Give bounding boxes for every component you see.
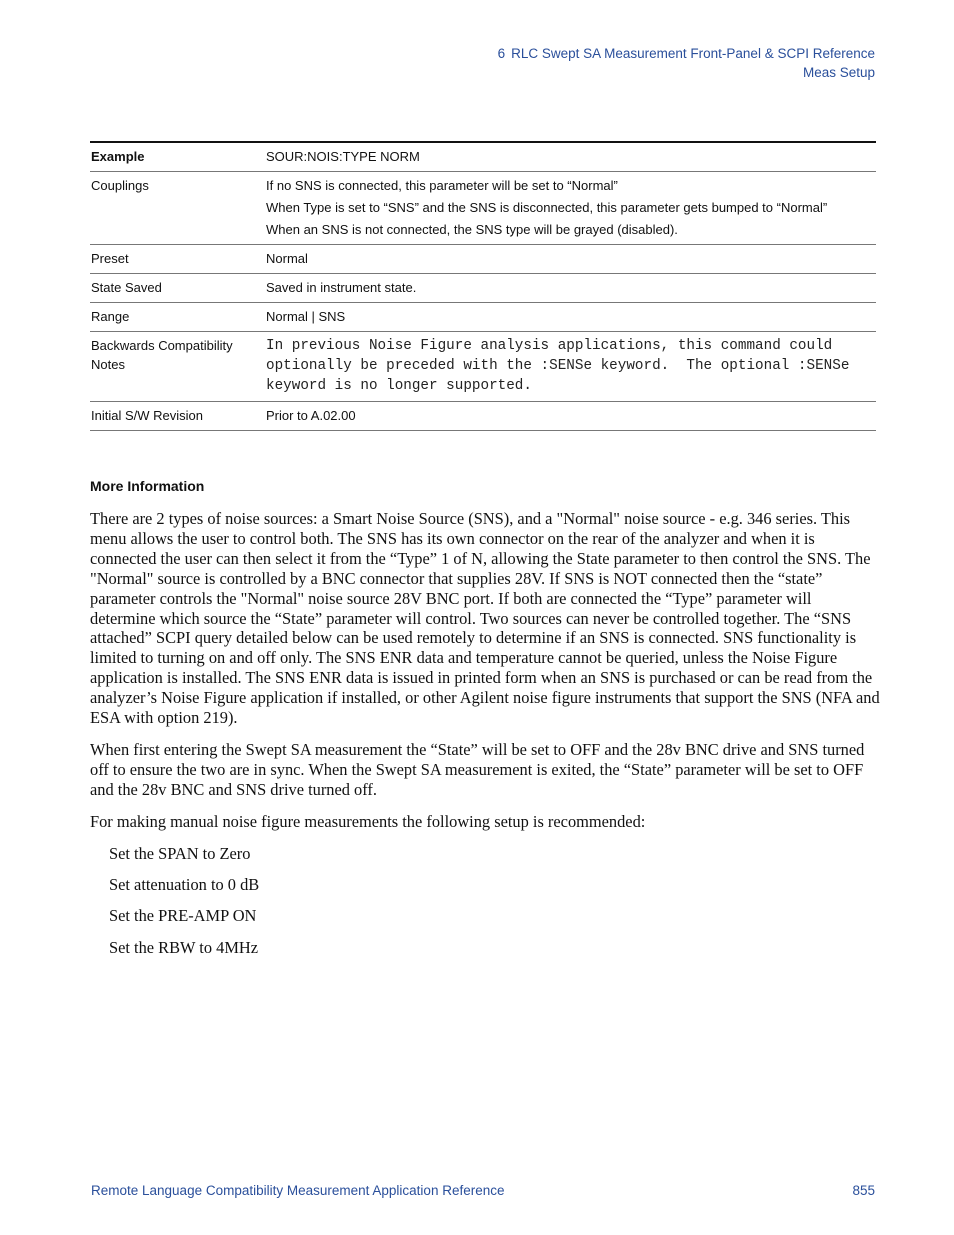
running-footer — [91, 1183, 875, 1198]
body-paragraph: There are 2 types of noise sources: a Smart Noise Source (SNS), and a "Normal" noise source - e.g. 346 series. This menu allows the user to control both. The SNS has its own connector on the rear of the analyzer and when it is connected the user can then select it from the “Type” 1 of N, allowing the State parameter to then control the SNS. The "Normal" source is controlled by a BNC connector that supplies 28V. If SNS is NOT connected then the “state” parameter controls the "Normal" noise source 28V BNC port. If both are connected the “Type” parameter will determine which source the “State” parameter will control. Two sources can never be controlled together. The “SNS attached” SCPI query detailed below can be used remotely to determine if an SNS is connected. SNS functionality is limited to turning on and off only. The SNS ENR data and temperature cannot be queried, unless the Noise Figure application is installed. The SNS ENR data is issued in printed form when an SNS is purchased or can be read from the analyzer’s Noise Figure application if installed, or other Agilent noise figure instruments that support the SNS (NFA and ESA with option 219). — [90, 509, 880, 728]
table-row — [90, 332, 876, 402]
example-label: Example — [90, 142, 265, 172]
body-paragraph: When first entering the Swept SA measurement the “State” will be set to OFF and the 28v BNC drive and SNS turned off to ensure the two are in sync. When the Swept SA measurement is exited, the “State” parameter will be set to OFF and the 28v BNC and SNS drive turned off. — [90, 739, 865, 799]
backwards-compat-value — [265, 332, 876, 402]
couplings-value — [265, 172, 876, 245]
list-item: Set the SPAN to Zero — [109, 843, 251, 863]
state-saved-value: Saved in instrument state. — [265, 274, 876, 303]
more-information-heading: More Information — [90, 478, 205, 494]
couplings-line: When an SNS is not connected, the SNS type will be grayed (disabled). — [266, 222, 678, 237]
table-row — [90, 142, 876, 172]
couplings-label: Couplings — [90, 172, 265, 245]
table-row — [90, 303, 876, 332]
backwards-compat-text: In previous Noise Figure analysis applications, this command could optionally be preceded with the :SENSe keyword. The optional :SENSe keyword is no longer supported. — [266, 338, 859, 394]
initial-revision-value: Prior to A.02.00 — [265, 402, 876, 431]
state-saved-label: State Saved — [90, 274, 265, 303]
table-row — [90, 172, 876, 245]
list-item: Set attenuation to 0 dB — [109, 875, 260, 894]
example-value: SOUR:NOIS:TYPE NORM — [265, 142, 876, 172]
running-header — [498, 44, 875, 82]
list-item: Set the PRE-AMP ON — [109, 906, 257, 926]
chapter-title: RLC Swept SA Measurement Front-Panel & SCPI Reference — [511, 46, 875, 61]
more-information-body — [90, 509, 880, 969]
couplings-line: If no SNS is connected, this parameter will be set to “Normal” — [266, 178, 618, 193]
setup-steps-list — [90, 844, 880, 958]
backwards-compat-label: Backwards Compatibility Notes — [90, 332, 265, 402]
command-spec-table — [90, 141, 876, 431]
couplings-line: When Type is set to “SNS” and the SNS is disconnected, this parameter gets bumped to “Normal” — [266, 200, 828, 215]
body-paragraph: For making manual noise figure measurements the following setup is recommended: — [90, 811, 646, 831]
list-item: Set the RBW to 4MHz — [109, 937, 259, 957]
footer-title: Remote Language Compatibility Measurement Application Reference — [91, 1183, 505, 1198]
range-label: Range — [90, 303, 265, 332]
section-title: Meas Setup — [802, 65, 875, 80]
range-value: Normal | SNS — [265, 303, 876, 332]
table-row — [90, 402, 876, 431]
page-number: 855 — [852, 1183, 875, 1198]
chapter-line — [498, 44, 875, 63]
table-row — [90, 245, 876, 274]
table-row — [90, 274, 876, 303]
chapter-number: 6 — [497, 46, 506, 61]
preset-label: Preset — [90, 245, 265, 274]
preset-value: Normal — [265, 245, 876, 274]
initial-revision-label: Initial S/W Revision — [90, 402, 265, 431]
